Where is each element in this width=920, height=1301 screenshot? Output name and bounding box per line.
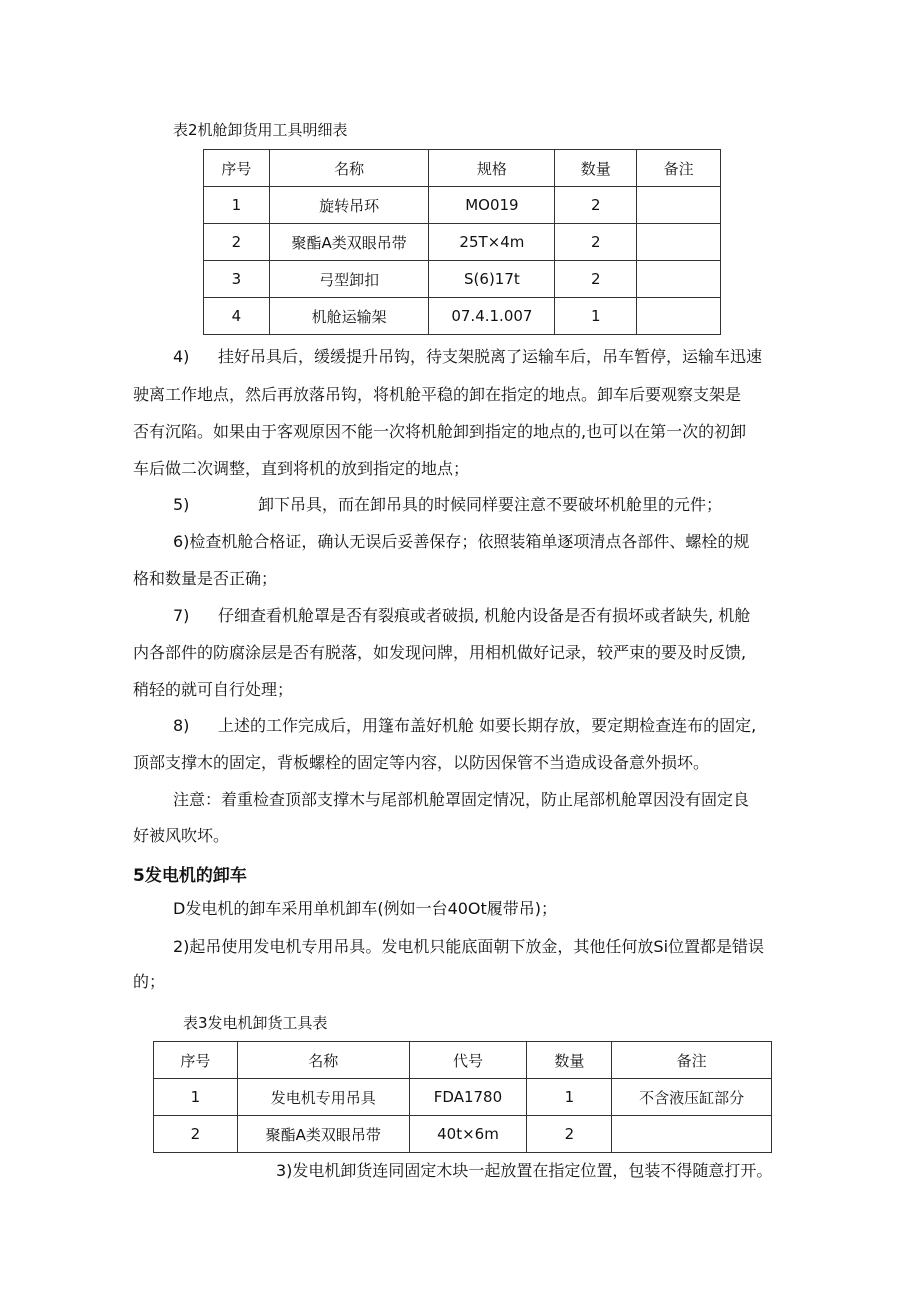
table-cell [637,261,721,298]
header-cell: 序号 [204,150,270,187]
table-cell: S(6)17t [429,261,555,298]
table-cell: 3 [204,261,270,298]
table-cell: 2 [555,187,637,224]
item-number: 5) [173,495,190,514]
header-cell: 名称 [237,1042,409,1079]
table-cell: 弓型卸扣 [269,261,429,298]
header-cell: 数量 [555,150,637,187]
header-cell: 规格 [429,150,555,187]
table-cell [637,187,721,224]
paragraph-line: 内各部件的防腐涂层是否有脱落，如发现问牌，用相机做好记录，较严束的要及时反馈, [133,643,747,662]
header-cell: 备注 [637,150,721,187]
table-row [204,298,721,335]
header-cell: 代号 [409,1042,527,1079]
table-cell: 不含液压缸部分 [612,1079,772,1116]
paragraph-line: 上述的工作完成后，用篷布盖好机舱 如要长期存放，要定期检查连布的固定, [218,716,757,735]
table-cell: 4 [204,298,270,335]
paragraph-line: 车后做二次调整，直到将机的放到指定的地点； [133,459,470,478]
table-row [204,224,721,261]
table-cell: MO019 [429,187,555,224]
closing-line: 3)发电机卸货连同固定木块一起放置在指定位置，包装不得随意打开。 [276,1161,773,1180]
table-row [154,1079,772,1116]
table-header-row [154,1042,772,1079]
table3 [153,1041,772,1153]
header-cell: 序号 [154,1042,238,1079]
paragraph-line: 挂好吊具后，缓缓提升吊钩，待支架脱离了运输车后，吊车暂停，运输车迅速 [218,347,763,366]
table3-caption: 表3发电机卸货工具表 [183,1014,328,1032]
paragraph-line: 否有沉陷。如果由于客观原因不能一次将机舱卸到指定的地点的,也可以在第一次的初卸 [133,422,747,441]
header-cell: 名称 [269,150,429,187]
item-number: 4) [173,347,190,366]
header-cell: 数量 [527,1042,612,1079]
table-cell [612,1116,772,1153]
paragraph-line: 格和数量是否正确； [133,569,278,588]
paragraph-line: 驶离工作地点，然后再放落吊钩，将机舱平稳的卸在指定的地点。卸车后要观察支架是 [133,385,742,404]
table-cell: 2 [555,261,637,298]
paragraph-line: 顶部支撑木的固定，背板螺栓的固定等内容，以防因保管不当造成设备意外损坏。 [133,753,710,772]
section-heading: 5发电机的卸车 [133,866,247,886]
item-number: 7) [173,606,190,625]
note-line: 注意：着重检查顶部支撑木与尾部机舱罩固定情况，防止尾部机舱罩因没有固定良 [173,790,750,809]
header-cell: 备注 [612,1042,772,1079]
table-cell: 机舱运输架 [269,298,429,335]
table-cell: FDA1780 [409,1079,527,1116]
paragraph-line: 2)起吊使用发电机专用吊具。发电机只能底面朝下放金，其他任何放Si位置都是错误 [173,937,765,956]
paragraph-line: 稍轻的就可自行处理； [133,680,294,699]
paragraph-line: 6)检查机舱合格证，确认无误后妥善保存；依照装箱单逐项清点各部件、螺栓的规 [173,532,750,551]
paragraph-line: 卸下吊具，而在卸吊具的时候同样要注意不要破坏机舱里的元件； [258,495,723,514]
table-row [154,1116,772,1153]
table-row [204,187,721,224]
table-cell [637,224,721,261]
paragraph-line: 的； [133,972,166,991]
table-row [204,261,721,298]
table-cell: 1 [527,1079,612,1116]
table-cell: 旋转吊环 [269,187,429,224]
table2-caption: 表2机舱卸货用工具明细表 [173,121,348,139]
table-cell: 2 [555,224,637,261]
table-cell: 2 [204,224,270,261]
item-number: 8) [173,716,190,735]
table2 [203,149,721,335]
note-line: 好被风吹坏。 [133,826,230,845]
table-cell: 发电机专用吊具 [237,1079,409,1116]
table-cell: 07.4.1.007 [429,298,555,335]
table-cell: 1 [555,298,637,335]
table-cell: 1 [204,187,270,224]
table-header-row [204,150,721,187]
paragraph-line: 仔细查看机舱罩是否有裂痕或者破损, 机舱内设备是否有损坏或者缺失, 机舱 [218,606,751,625]
table-cell [637,298,721,335]
table-cell: 40t×6m [409,1116,527,1153]
table-cell: 2 [527,1116,612,1153]
table-cell: 1 [154,1079,238,1116]
table-cell: 聚酯A类双眼吊带 [237,1116,409,1153]
table-cell: 聚酯A类双眼吊带 [269,224,429,261]
table-cell: 2 [154,1116,238,1153]
paragraph-line: D发电机的卸车采用单机卸车(例如一台40Ot履带吊)； [173,899,558,918]
table-cell: 25T×4m [429,224,555,261]
